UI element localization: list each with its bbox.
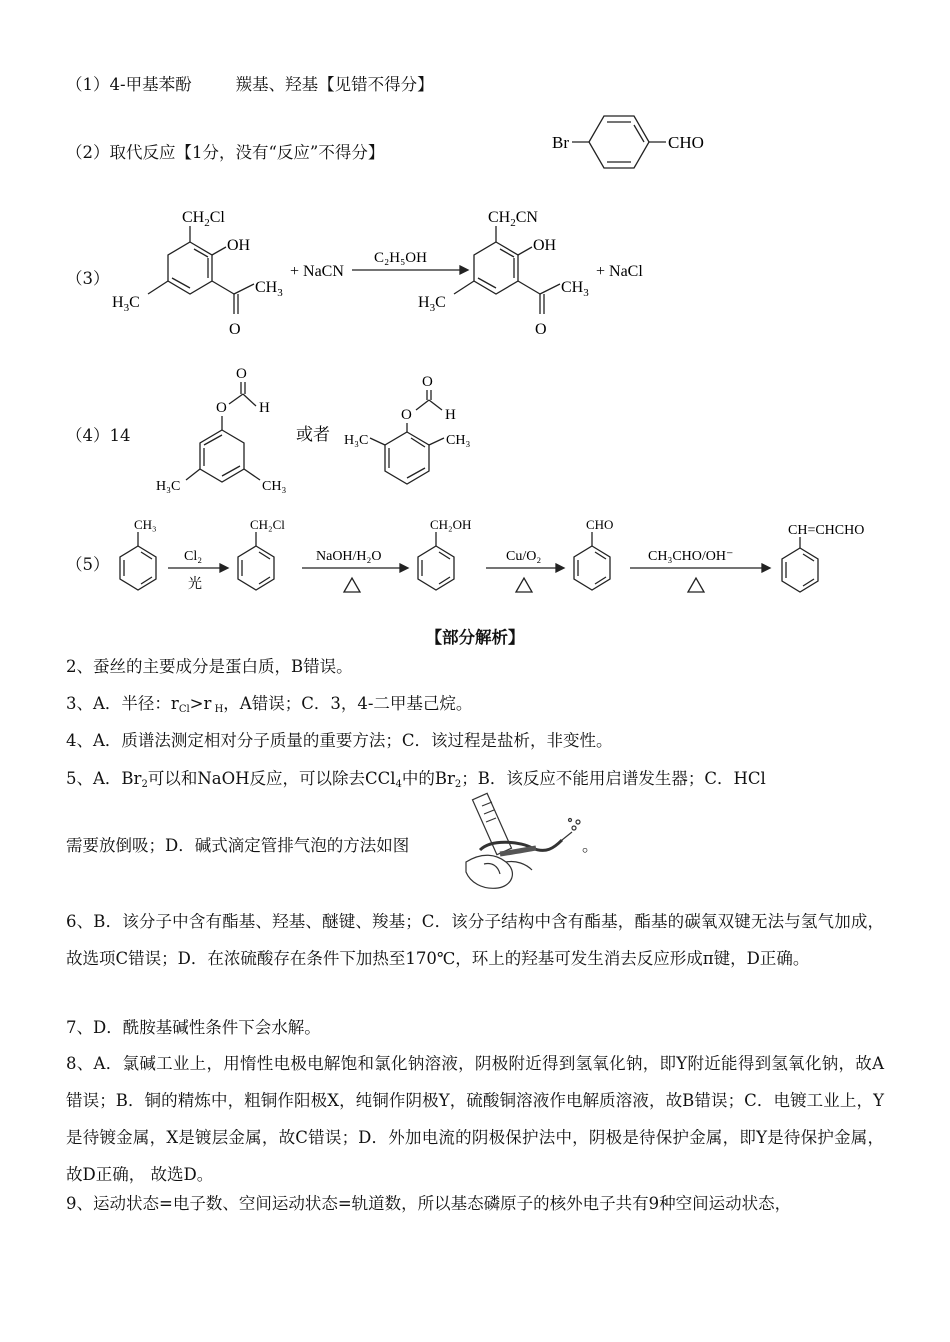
svg-text:H3C: $H_3C$ <box>418 294 446 314</box>
br-label: Br <box>552 133 569 152</box>
svg-text:CH₃: CH₃ <box>134 517 157 532</box>
burette-bubble-illustration <box>462 792 584 892</box>
reactant-molecule <box>112 209 283 338</box>
svg-text:CH2CN: $CH_2CN$ <box>488 209 538 229</box>
explanation-5-line-2: 需要放倒吸；D．碱式滴定管排气泡的方法如图 <box>66 836 410 855</box>
explanation-4: 4、A．质谱法测定相对分子质量的重要方法；C．该过程是盐析，非变性。 <box>66 731 613 750</box>
reaction-3-scheme <box>108 200 668 340</box>
toluene <box>120 517 157 590</box>
heat-triangle <box>344 578 360 592</box>
svg-text:CH3: $CH_3$ <box>561 279 589 299</box>
explanation-5-line-1: 5、A．$Br_2$可以和NaOH反应，可以除去CCl$_4$中的$Br_2$；B．该反应不能用启谱发生器；C．HCl <box>66 769 766 790</box>
answer-2-number: （2） <box>66 143 110 162</box>
condition-light: 光 <box>188 577 202 592</box>
condition-cu-o2: Cu/O₂ <box>506 549 542 564</box>
heat-triangle-3 <box>688 578 704 592</box>
svg-text:O: O <box>216 400 227 416</box>
explanation-9: 9、运动状态=电子数、空间运动状态=轨道数，所以基态磷原子的核外电子共有9种空间运动状态， <box>66 1194 792 1213</box>
isomer-1 <box>156 366 286 494</box>
section-heading: 【部分解析】 <box>425 628 525 647</box>
svg-text:OH: OH <box>533 237 557 254</box>
explanation-3: 3、A．半径：$r_{Cl}>r$ $_H$，A错误；C．3，4-二甲基己烷。 <box>66 694 473 715</box>
svg-text:H3C: $H_3C$ <box>112 294 140 314</box>
svg-text:H₃C: H₃C <box>344 433 369 448</box>
condition-ch3cho: CH₃CHO/OH⁻ <box>648 549 734 564</box>
svg-text:CH₃: CH₃ <box>262 479 287 494</box>
isomer-2 <box>344 374 470 484</box>
benzyl-chloride <box>238 517 285 590</box>
answer-4-number: （4）14 <box>66 426 131 445</box>
bromobenzaldehyde-structure <box>548 105 718 177</box>
answer-1-number: （1） <box>66 75 110 94</box>
svg-text:H₃C: H₃C <box>156 479 181 494</box>
cinnamaldehyde <box>782 523 864 592</box>
plus-nacn: + NaCN <box>290 263 344 280</box>
answer-1-text-b: 羰基、羟基【见错不得分】 <box>235 75 434 94</box>
answer-5-number: （5） <box>66 555 110 574</box>
svg-text:CH3: $CH_3$ <box>255 279 283 299</box>
isomer-structures <box>152 362 492 496</box>
cho-label: CHO <box>668 133 704 152</box>
svg-text:O: O <box>236 366 247 382</box>
svg-text:CH₂OH: CH₂OH <box>430 517 472 532</box>
answer-1 <box>66 74 434 96</box>
or-label: 或者 <box>296 425 330 444</box>
svg-text:CH2Cl: $CH_2Cl$ <box>182 209 225 229</box>
svg-text:O: O <box>401 407 412 423</box>
answer-2 <box>66 142 384 164</box>
svg-text:O: O <box>229 321 241 338</box>
explanation-8: 8、A．氯碱工业上，用惰性电极电解饱和氯化钠溶液，阴极附近得到氢氧化钠，即Y附近能得到氢氧化钠，故A错误；B．铜的精炼中，粗铜作阳极X，纯铜作阴极Y，硫酸铜溶液作电解质溶液，故B错误；C．电镀工业上，Y是待镀金属，X是镀层金属，故C错误；D．外加电流的阴极保护法中，阴极是待保护金属，即Y是待保护金属，故D正确， 故选D。 <box>66 1054 884 1184</box>
synthesis-route <box>108 512 888 608</box>
product-molecule <box>418 209 589 338</box>
svg-text:CH=CHCHO: CH=CHCHO <box>788 523 865 538</box>
svg-text:CH₂Cl: CH₂Cl <box>250 517 285 532</box>
svg-text:OH: OH <box>227 237 251 254</box>
svg-text:O: O <box>422 374 433 390</box>
benzaldehyde <box>574 517 613 590</box>
svg-text:CH₃: CH₃ <box>446 433 471 448</box>
answer-2-text: 取代反应【1分，没有“反应”不得分】 <box>109 143 385 162</box>
svg-text:H: H <box>259 400 270 416</box>
explanation-5-period: 。 <box>582 836 599 855</box>
answer-1-text-a: 4-甲基苯酚 <box>109 75 192 94</box>
condition-naoh: NaOH/H₂O <box>316 549 382 564</box>
answer-3-number: （3） <box>66 269 110 288</box>
condition-ethanol: C₂H₅OH <box>374 250 427 266</box>
explanation-6: 6、B．该分子中含有酯基、羟基、醚键、羧基；C．该分子结构中含有酯基，酯基的碳氧双键无法与氢气加成，故选项C错误；D．在浓硫酸存在条件下加热至170℃，环上的羟基可发生消去反应形成π键，D正确。 <box>66 912 884 968</box>
svg-text:H: H <box>445 407 456 423</box>
plus-nacl: + NaCl <box>596 263 643 280</box>
explanation-7: 7、D．酰胺基碱性条件下会水解。 <box>66 1018 321 1037</box>
svg-text:CHO: CHO <box>586 517 614 532</box>
heat-triangle-2 <box>516 578 532 592</box>
explanation-2: 2、蚕丝的主要成分是蛋白质，B错误。 <box>66 657 353 676</box>
benzyl-alcohol <box>418 517 471 590</box>
condition-cl2: Cl₂ <box>184 549 203 564</box>
svg-text:O: O <box>535 321 547 338</box>
